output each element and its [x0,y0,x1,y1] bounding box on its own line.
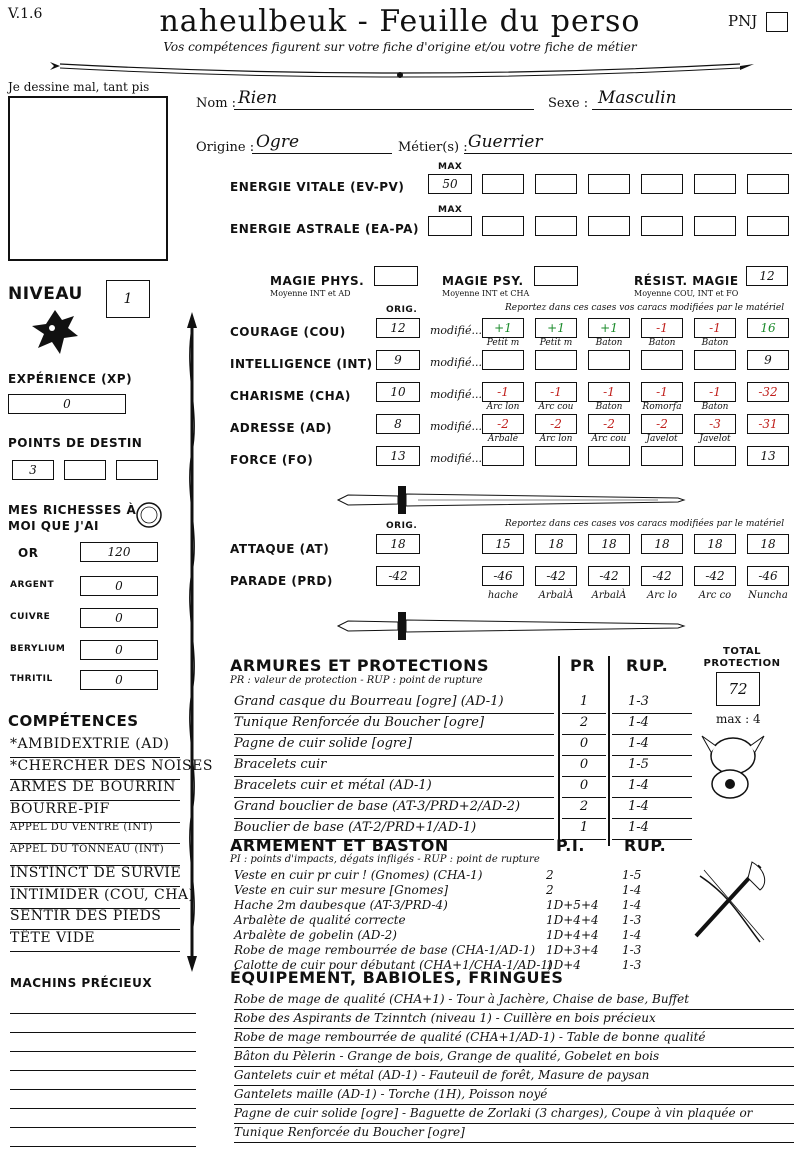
stats-orig-label: ORIG. [386,305,418,315]
competences-label: COMPÉTENCES [8,712,139,730]
parade-orig-box[interactable]: -42 [376,566,420,586]
coin-label: BERYLIUM [10,644,66,654]
machin-line[interactable] [10,1093,196,1109]
coin-box[interactable]: 120 [80,542,158,562]
equipement-line[interactable]: Robe des Aspirants de Tzinntch (niveau 1) - Cuillère en bois précieux [234,1011,794,1029]
armure-name[interactable]: Bracelets cuir et métal (AD-1) [234,778,554,798]
stat-mod-box[interactable]: -2 [482,414,524,434]
coin-box[interactable]: 0 [80,608,158,628]
armure-name[interactable]: Tunique Renforcée du Boucher [ogre] [234,715,554,735]
equipement-line[interactable]: Tunique Renforcée du Boucher [ogre] [234,1125,794,1143]
stat-label: INTELLIGENCE (INT) [230,357,373,371]
stat-mod-note: Arc lon [539,434,573,444]
armure-rup[interactable]: 1-4 [612,778,692,798]
armure-rup[interactable]: 1-4 [612,820,692,840]
stat-mod-note: Baton [701,402,729,412]
ev-box-4[interactable] [641,174,683,194]
parade-note: hache [487,590,519,601]
armure-rup[interactable]: 1-4 [612,799,692,819]
stat-mod-box[interactable]: -1 [535,382,577,402]
stat-final-box[interactable]: -31 [747,414,789,434]
arme-rup[interactable]: 1-4 [622,928,642,942]
xp-label: EXPÉRIENCE (XP) [8,372,133,386]
coin-box[interactable]: 0 [80,670,158,690]
machin-line[interactable] [10,1112,196,1128]
coin-box[interactable]: 0 [80,576,158,596]
stat-mod-box[interactable]: -1 [641,382,683,402]
stat-mod-box[interactable] [482,350,524,370]
equipement-line[interactable]: Pagne de cuir solide [ogre] - Baguette de Zorlaki (3 charges), Coupe à vin plaquée or [234,1106,794,1124]
stat-mod-box[interactable]: -3 [694,414,736,434]
dragon-icon [30,306,80,360]
arme-pi[interactable]: 2 [546,868,554,882]
total-protection-box[interactable]: 72 [716,672,760,706]
magie-psy-label: MAGIE PSY. [442,274,524,288]
ea-label: ENERGIE ASTRALE (EA-PA) [230,222,419,236]
stat-mod-box[interactable]: -1 [641,318,683,338]
niveau-box[interactable]: 1 [106,280,150,318]
ea-box-3[interactable] [588,216,630,236]
ev-max-box[interactable]: 50 [428,174,472,194]
parade-box[interactable]: -42 [641,566,683,586]
arme-pi[interactable]: 1D+4+4 [546,913,599,927]
stat-final-box[interactable]: 16 [747,318,789,338]
competence-item[interactable]: APPEL DU VENTRE (INT) [10,822,180,844]
destin-box-2[interactable] [64,460,106,480]
parade-box[interactable]: -46 [747,566,789,586]
pi-header: P.I. [556,836,585,855]
armure-rup[interactable]: 1-5 [612,757,692,777]
parade-note: ArbalÀ [538,590,574,601]
pnj-checkbox[interactable] [766,12,788,32]
armure-rup[interactable]: 1-4 [612,715,692,735]
armure-pr[interactable]: 2 [562,715,606,735]
stat-mod-box[interactable]: +1 [588,318,630,338]
armures-note: PR : valeur de protection - RUP : point de rupture [230,675,483,686]
magie-phys-note: Moyenne INT et AD [270,289,351,298]
stat-mod-box[interactable] [694,350,736,370]
armure-pr[interactable]: 0 [562,736,606,756]
coin-label: OR [18,546,39,560]
stat-label: COURAGE (COU) [230,325,346,339]
competence-item[interactable]: APPEL DU TONNEAU (INT) [10,844,180,866]
equipement-line[interactable]: Gantelets maille (AD-1) - Torche (1H), Poisson noyé [234,1087,794,1105]
coin-label: CUIVRE [10,612,51,622]
armure-name[interactable]: Grand bouclier de base (AT-3/PRD+2/AD-2) [234,799,554,819]
armure-name[interactable]: Bouclier de base (AT-2/PRD+1/AD-1) [234,820,554,840]
stat-mod-note: Arc cou [591,434,627,444]
stat-mod-box[interactable]: -2 [535,414,577,434]
metier-label: Métier(s) : [398,140,468,155]
nom-field[interactable]: Rien [234,88,534,110]
stat-mod-box[interactable]: -1 [694,318,736,338]
stat-mod-note: Javelot [646,434,678,444]
armement-note: PI : points d'impacts, dégats infligés - RUP : point de rupture [230,854,540,865]
armure-pr[interactable]: 1 [562,820,606,840]
machins-label: MACHINS PRÉCIEUX [10,976,153,990]
coin-label: ARGENT [10,580,55,590]
magie-psy-box[interactable] [534,266,578,286]
stat-modif-label: modifié... [430,356,482,369]
stat-label: ADRESSE (AD) [230,421,333,435]
coin-label: THRITIL [10,674,53,684]
armement-title: ARMEMENT ET BASTON [230,836,449,855]
armures-divider-2 [608,656,610,846]
ea-max-label: MAX [438,205,463,215]
arme-rup[interactable]: 1-4 [622,898,642,912]
stat-mod-box[interactable]: +1 [535,318,577,338]
parade-box[interactable]: -46 [482,566,524,586]
arme-pi[interactable]: 1D+3+4 [546,943,599,957]
sheet-subtitle: Vos compétences figurent sur votre fiche d'origine et/ou votre fiche de métier [163,40,637,54]
stat-mod-box[interactable]: -2 [588,414,630,434]
armure-pr[interactable]: 2 [562,799,606,819]
armure-pr[interactable]: 0 [562,757,606,777]
equipement-line[interactable]: Robe de mage rembourrée de qualité (CHA+1/AD-1) - Table de bonne qualité [234,1030,794,1048]
arme-name[interactable]: Arbalète de gobelin (AD-2) [234,928,397,942]
magie-psy-note: Moyenne INT et CHA [442,289,530,298]
stat-mod-note: Baton [595,402,623,412]
arme-rup[interactable]: 1-3 [622,913,642,927]
ev-max-label: MAX [438,162,463,172]
stat-mod-note: Arc lon [486,402,520,412]
stat-mod-note: Baton [595,338,623,348]
machin-line[interactable] [10,1131,196,1147]
stat-mod-box[interactable]: -1 [482,382,524,402]
ea-box-2[interactable] [535,216,577,236]
header-arrow-ornament [0,52,800,82]
armure-rup[interactable]: 1-4 [612,736,692,756]
version-label: V.1.6 [8,6,43,22]
stat-final-box[interactable]: 9 [747,350,789,370]
parade-label: PARADE (PRD) [230,574,333,588]
stat-final-box[interactable]: 13 [747,446,789,466]
stat-mod-box[interactable]: -2 [641,414,683,434]
resist-magie-label: RÉSIST. MAGIE [634,274,739,288]
stat-modif-label: modifié... [430,420,482,433]
sheet-title: naheulbeuk - Feuille du perso [159,4,641,39]
stat-mod-note: Arc cou [538,402,574,412]
ev-box-6[interactable] [747,174,789,194]
competence-item[interactable]: TÊTE VIDE [10,930,180,952]
weapons-icon [690,856,770,946]
stat-mod-box[interactable] [535,350,577,370]
arme-name[interactable]: Arbalète de qualité correcte [234,913,406,927]
metier-field[interactable]: Guerrier [464,132,792,154]
machin-line[interactable] [10,1036,196,1052]
stat-orig-box[interactable]: 10 [376,382,420,402]
arme-pi[interactable]: 2 [546,883,554,897]
ev-box-5[interactable] [694,174,736,194]
total-protection-label: TOTAL PROTECTION [703,646,781,669]
ea-box-5[interactable] [694,216,736,236]
stat-orig-box[interactable]: 12 [376,318,420,338]
resist-magie-box[interactable]: 12 [746,266,788,286]
stat-mod-box[interactable] [641,446,683,466]
magie-phys-label: MAGIE PHYS. [270,274,365,288]
stat-mod-box[interactable]: +1 [482,318,524,338]
attaque-orig-box[interactable]: 18 [376,534,420,554]
arme-rup[interactable]: 1-3 [622,958,642,972]
machin-line[interactable] [10,1055,196,1071]
helmet-shield-icon [700,726,766,800]
armure-name[interactable]: Grand casque du Bourreau [ogre] (AD-1) [234,694,554,714]
arme-name[interactable]: Calotte de cuir pour débutant (CHA+1/CHA-1/AD-1) [234,958,553,972]
attaque-box[interactable]: 18 [641,534,683,554]
attaque-box[interactable]: 18 [694,534,736,554]
sword-ornament-icon [338,480,688,520]
armure-name[interactable]: Pagne de cuir solide [ogre] [234,736,554,756]
richesses-label: MES RICHESSES À MOI QUE J'AI [8,503,137,533]
nom-label: Nom : [196,96,237,111]
combat-orig-label: ORIG. [386,521,418,531]
arme-name[interactable]: Hache 2m daubesque (AT-3/PRD-4) [234,898,448,912]
ea-max-box[interactable] [428,216,472,236]
arme-pi[interactable]: 1D+4 [546,958,581,972]
parade-box[interactable]: -42 [694,566,736,586]
pr-header: PR [570,656,596,675]
sexe-label: Sexe : [548,96,589,111]
destin-label: POINTS DE DESTIN [8,436,143,450]
stats-report-note: Reportez dans ces cases vos caracs modifiées par le matériel [505,303,785,313]
attaque-box[interactable]: 18 [588,534,630,554]
rup-header: RUP. [626,656,669,675]
stat-label: CHARISME (CHA) [230,389,351,403]
competence-item[interactable]: BOURRE-PIF [10,801,180,823]
stat-mod-note: Javelot [699,434,731,444]
stat-mod-box[interactable] [588,446,630,466]
attaque-box[interactable]: 15 [482,534,524,554]
stat-mod-note: Arbalè [487,434,519,444]
machin-line[interactable] [10,1017,196,1033]
sword-ornament-2-icon [338,608,688,644]
stat-modif-label: modifié... [430,324,482,337]
armure-pr[interactable]: 1 [562,694,606,714]
attaque-box[interactable]: 18 [535,534,577,554]
origine-field[interactable]: Ogre [252,132,392,154]
stat-modif-label: modifié... [430,452,482,465]
stat-modif-label: modifié... [430,388,482,401]
armure-pr[interactable]: 0 [562,778,606,798]
competence-item[interactable]: ARMES DE BOURRIN [10,779,180,801]
stat-mod-note: Petit m [539,338,573,348]
competence-item[interactable]: SENTIR DES PIEDS [10,908,180,930]
ev-box-3[interactable] [588,174,630,194]
destin-box-3[interactable] [116,460,158,480]
parade-note: Nuncha [748,590,788,601]
attaque-box[interactable]: 18 [747,534,789,554]
xp-box[interactable]: 0 [8,394,126,414]
ea-box-4[interactable] [641,216,683,236]
sexe-field[interactable]: Masculin [592,88,792,110]
competence-item[interactable]: INTIMIDER (COU, CHA) [10,887,180,909]
stat-mod-box[interactable]: -1 [588,382,630,402]
max-protection: max : 4 [716,712,761,726]
arme-pi[interactable]: 1D+5+4 [546,898,599,912]
arme-name[interactable]: Veste en cuir pr cuir ! (Gnomes) (CHA-1) [234,868,483,882]
machin-line[interactable] [10,998,196,1014]
equipement-line[interactable]: Gantelets cuir et métal (AD-1) - Fauteuil de forêt, Masure de paysan [234,1068,794,1086]
equipement-line[interactable]: Robe de mage de qualité (CHA+1) - Tour à Jachère, Chaise de base, Buffet [234,992,794,1010]
arme-pi[interactable]: 1D+4+4 [546,928,599,942]
equipement-line[interactable]: Bâton du Pèlerin - Grange de bois, Grange de qualité, Gobelet en bois [234,1049,794,1067]
stat-mod-note: Baton [648,338,676,348]
origine-label: Origine : [196,140,255,155]
attaque-label: ATTAQUE (AT) [230,542,330,556]
niveau-label: NIVEAU [8,284,83,304]
parade-box[interactable]: -42 [588,566,630,586]
stat-orig-box[interactable]: 9 [376,350,420,370]
ev-box-1[interactable] [482,174,524,194]
stat-mod-box[interactable] [641,350,683,370]
portrait-frame[interactable] [8,96,168,261]
ea-box-6[interactable] [747,216,789,236]
staff-ornament-icon [180,312,204,972]
stat-label: FORCE (FO) [230,453,314,467]
armures-divider-1 [558,656,560,846]
stat-final-box[interactable]: -32 [747,382,789,402]
pnj-label: PNJ [728,12,758,30]
arme-rup[interactable]: 1-3 [622,943,642,957]
stat-orig-box[interactable]: 13 [376,446,420,466]
destin-box-1[interactable]: 3 [12,460,54,480]
parade-note: Arc co [698,590,732,601]
magie-phys-box[interactable] [374,266,418,286]
armement-rup-header: RUP. [624,836,667,855]
arme-name[interactable]: Veste en cuir sur mesure [Gnomes] [234,883,449,897]
arme-rup[interactable]: 1-4 [622,883,642,897]
resist-magie-note: Moyenne COU, INT et FO [634,289,739,298]
arme-rup[interactable]: 1-5 [622,868,642,882]
portrait-caption: Je dessine mal, tant pis [8,80,150,94]
armure-name[interactable]: Bracelets cuir [234,757,554,777]
stat-mod-box[interactable] [482,446,524,466]
armure-rup[interactable]: 1-3 [612,694,692,714]
coin-box[interactable]: 0 [80,640,158,660]
arme-name[interactable]: Robe de mage rembourrée de base (CHA-1/AD-1) [234,943,536,957]
stat-mod-note: Romorfa [642,402,682,412]
parade-note: ArbalÀ [591,590,627,601]
stat-orig-box[interactable]: 8 [376,414,420,434]
ev-label: ENERGIE VITALE (EV-PV) [230,180,405,194]
competence-item[interactable]: INSTINCT DE SURVIE [10,865,180,887]
stat-mod-note: Baton [701,338,729,348]
stat-mod-box[interactable] [694,446,736,466]
stat-mod-box[interactable]: -1 [694,382,736,402]
stat-mod-note: Petit m [486,338,520,348]
parade-box[interactable]: -42 [535,566,577,586]
coin-icon [134,500,164,530]
stat-mod-box[interactable] [588,350,630,370]
armures-title: ARMURES ET PROTECTIONS [230,656,489,675]
equipement-title: ÉQUIPEMENT, BABIOLES, FRINGUES [230,968,564,987]
ea-box-1[interactable] [482,216,524,236]
ev-box-2[interactable] [535,174,577,194]
parade-note: Arc lo [647,590,677,601]
competence-item[interactable]: *CHERCHER DES NOISES [10,758,180,780]
stat-mod-box[interactable] [535,446,577,466]
machin-line[interactable] [10,1074,196,1090]
combat-report-note: Reportez dans ces cases vos caracs modifiées par le matériel [505,519,785,529]
competence-item[interactable]: *AMBIDEXTRIE (AD) [10,736,180,758]
